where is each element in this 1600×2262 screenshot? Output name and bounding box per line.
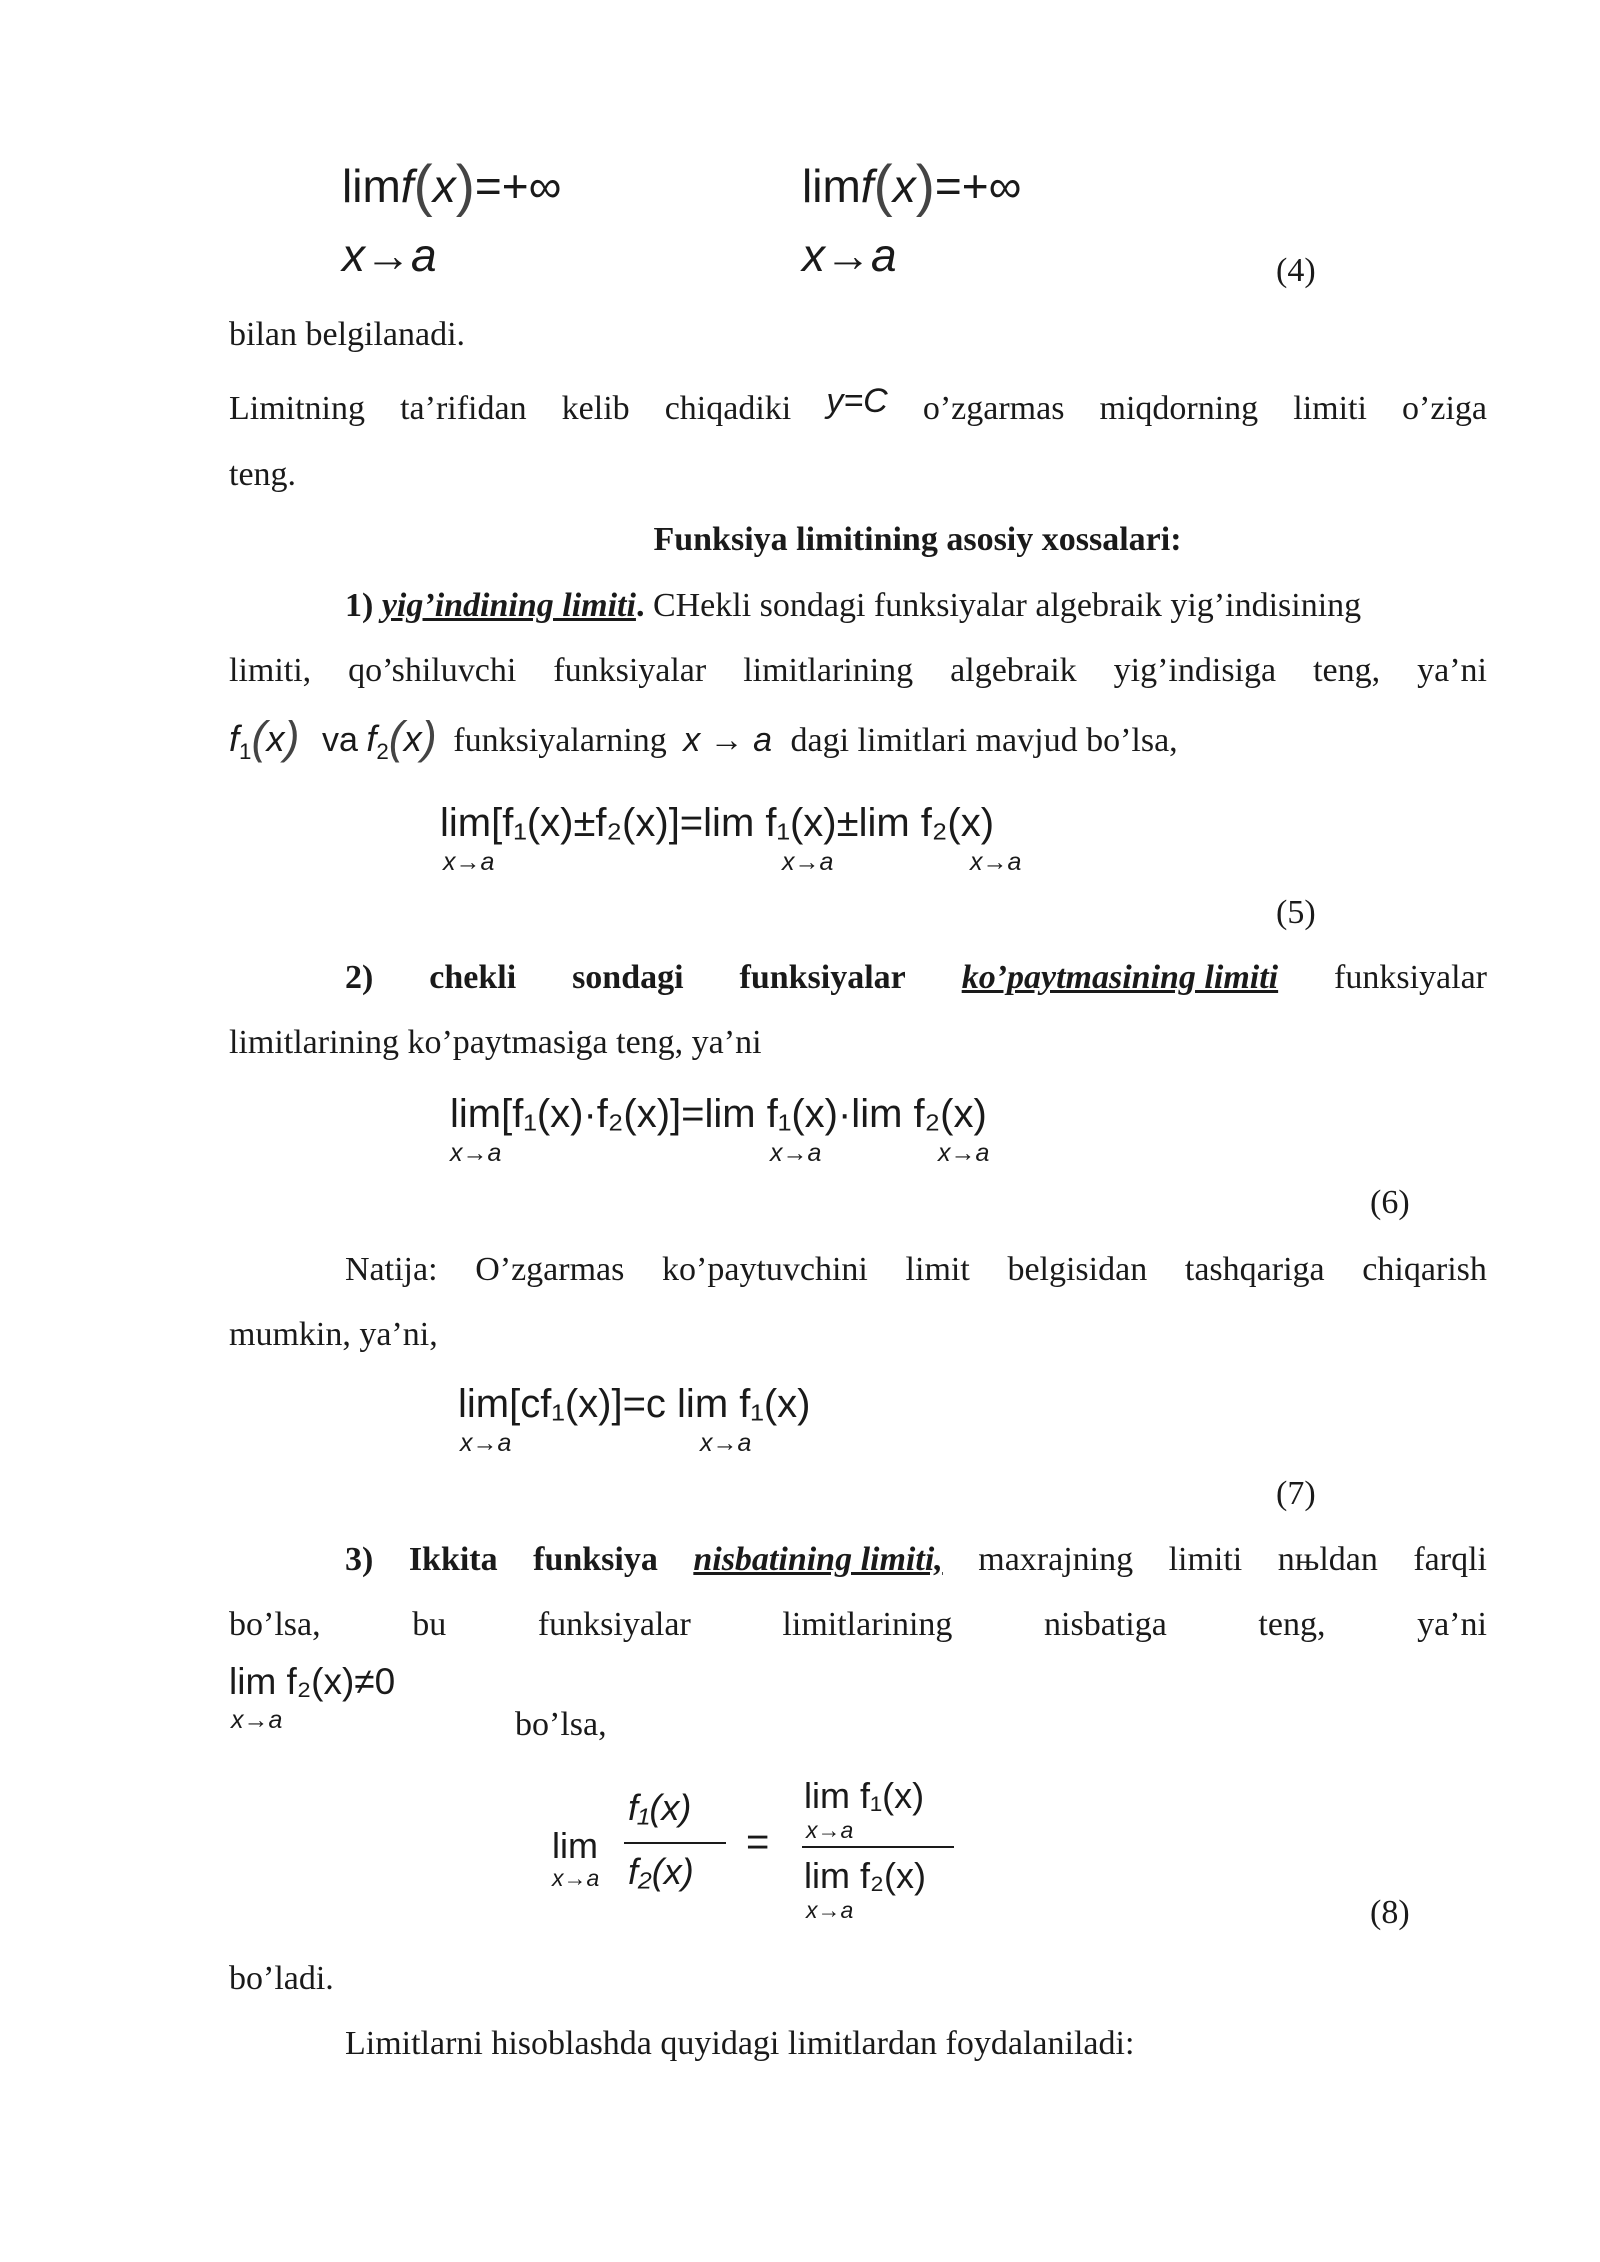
prop3-condition: lim f₂(x)≠0 (229, 1661, 396, 1702)
word: yig’indisiga (1113, 652, 1277, 689)
f-text: f (860, 160, 874, 212)
word: kelib (561, 390, 630, 427)
formula-6-under-1: x→a (450, 1139, 502, 1167)
text: CHekli sondagi funksiyalar algebraik yig’indisining (644, 587, 1362, 624)
subscript: 1 (239, 738, 252, 764)
rhs-text: =+∞ (934, 160, 1022, 212)
formula-5-under-1: x→a (443, 848, 495, 876)
word: funksiyalar (1334, 959, 1487, 996)
prop1-line3 (229, 712, 1178, 764)
formula-8-denominator: f₂(x) (628, 1851, 694, 1892)
word: farqli (1413, 1541, 1487, 1578)
property-name: ko’paytmasining limiti (961, 959, 1279, 996)
property-name: nisbatining limiti, (693, 1541, 943, 1578)
word: miqdorning (1099, 390, 1259, 427)
formula-7-under-1: x→a (460, 1429, 512, 1457)
prop3-line2 (229, 1608, 1487, 1642)
word: chekli (429, 959, 517, 996)
subscript: 2 (376, 738, 389, 764)
equation-number-4: (4) (1276, 252, 1316, 289)
formula-6-main: lim[f₁(x)·f₂(x)]=lim f₁(x)·lim f₂(x) (450, 1092, 987, 1136)
formula-4-right-under: x→a (802, 229, 897, 281)
natija-line2: mumkin, ya’ni, (229, 1316, 438, 1353)
word: nisbatiga (1044, 1606, 1167, 1643)
prop3-bolsa: bo’lsa, (515, 1706, 607, 1743)
prop1-line1 (345, 589, 1361, 623)
word: algebraik (950, 652, 1077, 689)
word: limiti, (229, 652, 312, 689)
lim-text: lim (342, 160, 401, 212)
word: chiqadiki (664, 390, 792, 427)
paragraph-limitning-line2: teng. (229, 456, 297, 493)
word: limitlarining (782, 1606, 953, 1643)
word: teng, (1313, 652, 1381, 689)
paragraph-limitning-line1 (229, 382, 1487, 427)
x-text: x (432, 160, 456, 212)
inline-math-y-c: y=C (826, 382, 888, 420)
prop3-line1 (345, 1543, 1487, 1577)
prop2-line2: limitlarining ko’paytmasiga teng, ya’ni (229, 1024, 762, 1061)
text: dagi limitlari mavjud bo’lsa, (790, 722, 1178, 759)
lim-text: lim (802, 160, 861, 212)
word: maxrajning (978, 1541, 1134, 1578)
formula-8-right-numerator-under: x→a (806, 1817, 854, 1843)
equation-number-8: (8) (1370, 1894, 1410, 1931)
word: ya’ni (1417, 652, 1487, 689)
f-text: f (400, 160, 414, 212)
word: bu (412, 1606, 447, 1643)
paragraph-last: Limitlarni hisoblashda quyidagi limitlardan foydalaniladi: (345, 2025, 1135, 2062)
word: limiti (1168, 1541, 1243, 1578)
f1-of-x: $f_1(x)$ (229, 712, 300, 764)
word: Limitning (229, 390, 365, 427)
word: limitlarining (743, 652, 914, 689)
fraction-bar (624, 1842, 726, 1844)
word: o’ziga (1402, 390, 1487, 427)
f-text: f (229, 718, 240, 759)
paragraph-bilan: bilan belgilanadi. (229, 316, 466, 353)
section-heading: Funksiya limitining asosiy xossalari: (653, 521, 1182, 558)
property-name: yig’indining limiti (381, 587, 636, 624)
word: qo’shiluvchi (348, 652, 517, 689)
formula-8-numerator: f₁(x) (628, 1787, 692, 1828)
prop2-line1 (345, 961, 1487, 995)
fraction-bar-right (802, 1846, 954, 1848)
word: funksiyalar (553, 652, 707, 689)
word: sondagi (572, 959, 684, 996)
word: teng, (1258, 1606, 1326, 1643)
item-number: 2) (345, 959, 374, 996)
word: limiti (1293, 390, 1367, 427)
formula-8-right-denominator: lim f₂(x) (804, 1855, 926, 1896)
rhs-text: =+∞ (474, 160, 562, 212)
word: ta’rifidan (400, 390, 527, 427)
natija-line1 (345, 1253, 1487, 1287)
formula-4-left-under: x→a (342, 229, 437, 281)
word: funksiyalar (739, 959, 906, 996)
dot: . (635, 587, 645, 624)
word: Ikkita (408, 1541, 498, 1578)
word: nњldan (1277, 1541, 1378, 1578)
x-text: x (403, 718, 422, 759)
equation-number-7: (7) (1276, 1475, 1316, 1512)
word: funksiyalarning (453, 722, 667, 759)
formula-6-under-2: x→a (770, 1139, 822, 1167)
item-number: 1) (345, 587, 374, 624)
va-text: va (321, 721, 358, 759)
formula-5-under-2: x→a (782, 848, 834, 876)
formula-6-under-3: x→a (938, 1139, 990, 1167)
word: funksiyalar (537, 1606, 691, 1643)
equation-number-6: (6) (1370, 1184, 1410, 1221)
word: chiqarish (1362, 1251, 1487, 1288)
prop1-line2 (229, 654, 1487, 688)
formula-8-right-numerator: lim f₁(x) (804, 1775, 925, 1816)
formula-8-equals: = (746, 1820, 770, 1864)
word: belgisidan (1007, 1251, 1148, 1288)
prop3-condition-under: x→a (231, 1706, 283, 1734)
equation-number-5: (5) (1276, 894, 1316, 931)
word: funksiya (533, 1541, 658, 1578)
word: o’zgarmas (922, 390, 1065, 427)
inline-math-x-to-a: x → a (683, 721, 773, 759)
x-text: x (892, 160, 916, 212)
word: Natija: (345, 1251, 438, 1288)
word: tashqariga (1184, 1251, 1325, 1288)
word: ya’ni (1417, 1606, 1487, 1643)
word: bo’lsa, (229, 1606, 321, 1643)
formula-8-lim-under: x→a (552, 1865, 600, 1891)
f-text: f (366, 718, 377, 759)
word: O’zgarmas (475, 1251, 625, 1288)
formula-7-under-2: x→a (700, 1429, 752, 1457)
x-text: x (266, 718, 285, 759)
f2-of-x: $f_2(x)$ (366, 712, 437, 764)
word: limit (905, 1251, 970, 1288)
paragraph-boladi: bo’ladi. (229, 1960, 334, 1997)
formula-8-lim: lim (552, 1825, 598, 1866)
formula-5-main: lim[f₁(x)±f₂(x)]=lim f₁(x)±lim f₂(x) (440, 801, 995, 845)
formula-8-right-denominator-under: x→a (806, 1897, 854, 1923)
formula-7-main: lim[cf₁(x)]=c lim f₁(x) (458, 1382, 811, 1426)
item-number: 3) (345, 1541, 374, 1578)
formula-4-left: limf(x)=+∞ (342, 153, 562, 218)
word: ko’paytuvchini (662, 1251, 868, 1288)
formula-5-under-3: x→a (970, 848, 1022, 876)
formula-4-right: limf(x)=+∞ (802, 153, 1022, 218)
